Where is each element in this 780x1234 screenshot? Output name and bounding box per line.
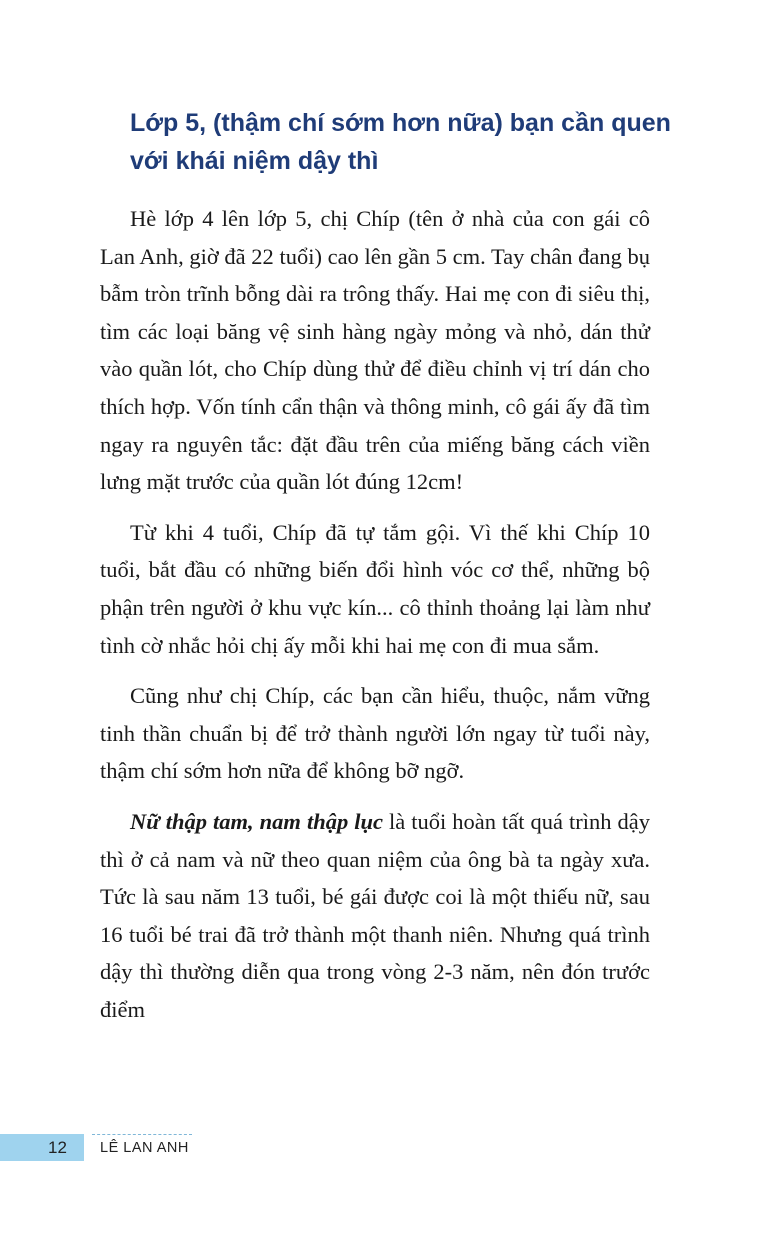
page-number: 12	[48, 1138, 67, 1157]
paragraph	[100, 803, 650, 1029]
running-footer-author: LÊ LAN ANH	[100, 1140, 189, 1156]
paragraph: Từ khi 4 tuổi, Chíp đã tự tắm gội. Vì thế khi Chíp 10 tuổi, bắt đầu có những biến đổi hình vóc cơ thể, những bộ phận trên người ở khu vực kín... cô thỉnh thoảng lại làm như tình cờ nhắc hỏi chị ấy mỗi khi hai mẹ con đi mua sắm.	[100, 519, 650, 658]
body-text	[100, 200, 650, 1041]
section-heading: Lớp 5, (thậm chí sớm hơn nữa) bạn cần quen với khái niệm dậy thì	[130, 109, 671, 175]
paragraph-text: là tuổi hoàn tất quá trình dậy thì ở cả nam và nữ theo quan niệm của ông bà ta ngày xưa. Tức là sau năm 13 tuổi, bé gái được coi là một thiếu nữ, sau 16 tuổi bé trai đã trở thành một thanh niên. Nhưng quá trình dậy thì thường diễn qua trong vòng 2-3 năm, nên đón trước điểm	[100, 808, 650, 1022]
paragraph-lead-phrase: Nữ thập tam, nam thập lục	[130, 808, 383, 834]
footer-divider	[92, 1134, 192, 1135]
paragraph: Hè lớp 4 lên lớp 5, chị Chíp (tên ở nhà của con gái cô Lan Anh, giờ đã 22 tuổi) cao lên gần 5 cm. Tay chân đang bụ bẫm tròn trĩnh bỗng dài ra trông thấy. Hai mẹ con đi siêu thị, tìm các loại băng vệ sinh hàng ngày mỏng và nhỏ, dán thử vào quần lót, cho Chíp dùng thử để điều chỉnh vị trí dán cho thích hợp. Vốn tính cẩn thận và thông minh, cô gái ấy đã tìm ngay ra nguyên tắc: đặt đầu trên của miếng băng cách viền lưng mặt trước của quần lót đúng 12cm!	[100, 206, 650, 495]
paragraph: Cũng như chị Chíp, các bạn cần hiểu, thuộc, nắm vững tinh thần chuẩn bị để trở thành người lớn ngay từ tuổi này, thậm chí sớm hơn nữa để không bỡ ngỡ.	[100, 683, 650, 784]
